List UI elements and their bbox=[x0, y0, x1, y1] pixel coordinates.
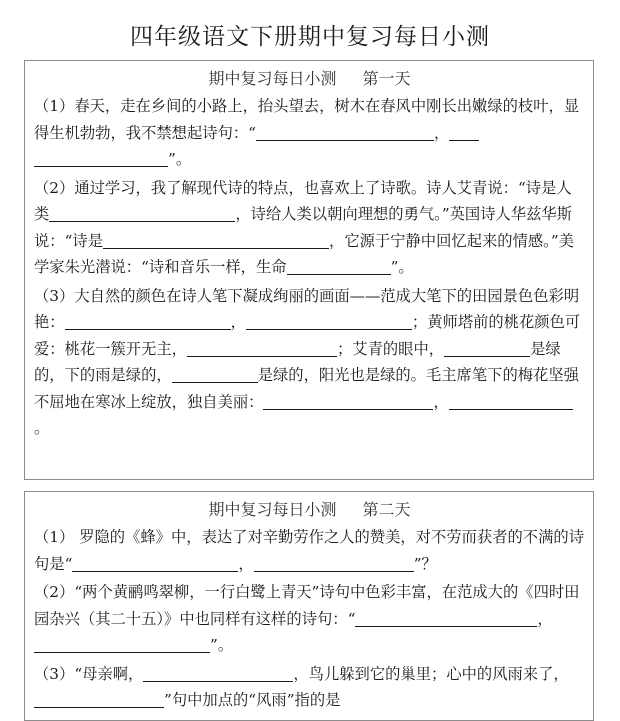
day1-question-2 bbox=[34, 175, 585, 281]
answer-blank[interactable] bbox=[449, 392, 573, 410]
answer-blank[interactable] bbox=[256, 123, 434, 141]
question-text: 是绿的，下的雨是绿的， bbox=[34, 339, 561, 384]
answer-blank[interactable] bbox=[49, 204, 235, 222]
answer-blank[interactable] bbox=[455, 609, 537, 627]
question-text: ；艾青的眼中， bbox=[336, 339, 445, 358]
answer-blank[interactable] bbox=[444, 339, 530, 357]
answer-blank[interactable] bbox=[34, 690, 164, 708]
day2-day-label: 第二天 bbox=[362, 500, 411, 519]
question-text: （2）通过学习，我了解现代诗的特点，也喜欢上了诗歌。诗人艾青说：“诗是人类 bbox=[34, 178, 572, 223]
page-title: 四年级语文下册期中复习每日小测 bbox=[130, 24, 490, 50]
answer-blank[interactable] bbox=[65, 312, 231, 330]
question-text: ；黄师塔前的桃花颜色可爱：桃花一簇开无主， bbox=[34, 313, 581, 358]
answer-blank[interactable] bbox=[34, 635, 210, 653]
question-text: ，它源于宁静中回忆起来的情感。”美学家朱光潜说：“诗和音乐一样，生命 bbox=[34, 231, 574, 276]
question-text: ”。 bbox=[168, 150, 192, 168]
question-text: （2）“两个黄鹂鸣翠柳，一行白鹭上青天”诗句中色彩丰富，在范成大的《四时田园杂兴（其二十五）》中也同样有这样的诗句：“ bbox=[34, 583, 580, 628]
answer-blank[interactable] bbox=[103, 231, 329, 249]
question-text: 是绿的，阳光也是绿的。毛主席笔下的梅花坚强不屈地在寒冰上绽放，独自美丽： bbox=[34, 366, 579, 411]
answer-blank[interactable] bbox=[263, 392, 299, 410]
question-text: 。 bbox=[34, 419, 50, 437]
day1-question-3 bbox=[34, 283, 585, 442]
answer-blank[interactable] bbox=[187, 339, 337, 357]
day2-header bbox=[34, 498, 585, 522]
question-text: （3）“母亲啊， bbox=[34, 664, 144, 683]
answer-blank[interactable] bbox=[333, 257, 391, 275]
answer-blank[interactable] bbox=[299, 392, 433, 410]
answer-blank[interactable] bbox=[34, 149, 168, 167]
question-text: （1） 罗隐的《蜂》中，表达了对辛勤劳作之人的赞美，对不劳而获者的不满的诗句是“ bbox=[34, 528, 584, 573]
day2-question-3 bbox=[34, 661, 585, 714]
answer-blank[interactable] bbox=[172, 365, 258, 383]
day1-title: 期中复习每日小测 bbox=[208, 69, 337, 88]
question-text: ， bbox=[230, 313, 246, 331]
answer-blank[interactable] bbox=[143, 664, 293, 682]
day2-question-2 bbox=[34, 579, 585, 659]
question-text: ”。 bbox=[210, 636, 234, 654]
question-text: ， bbox=[537, 609, 553, 628]
answer-blank[interactable] bbox=[246, 312, 412, 330]
question-text: （1）春天，走在乡间的小路上，抬头望去，树木在春风中刚长出嫩绿的枝叶，显得生机勃勃，我不禁想起诗句：“ bbox=[34, 97, 580, 142]
day2-question-1 bbox=[34, 524, 585, 577]
question-text: ， bbox=[433, 392, 449, 411]
answer-blank[interactable] bbox=[449, 123, 479, 141]
day1-quiz-box bbox=[24, 60, 594, 480]
day1-header bbox=[34, 67, 585, 91]
question-text: （3）大自然的颜色在诗人笔下凝成绚丽的画面——范成大笔下的田园景色色彩明艳： bbox=[34, 286, 580, 331]
day1-question-1 bbox=[34, 93, 585, 173]
question-text: ”。 bbox=[390, 258, 414, 276]
answer-blank[interactable] bbox=[355, 609, 455, 627]
question-text: ， bbox=[238, 554, 254, 573]
day1-day-label: 第一天 bbox=[362, 69, 411, 88]
answer-blank[interactable] bbox=[287, 257, 333, 275]
question-text: ，鸟儿躲到它的巢里；心中的风雨来了， bbox=[293, 664, 569, 683]
question-text: ”句中加点的“风雨”指的是 bbox=[164, 691, 341, 709]
answer-blank[interactable] bbox=[254, 554, 414, 572]
answer-blank[interactable] bbox=[72, 554, 238, 572]
question-text: ，诗给人类以朝向理想的勇气。”英国诗人华兹华斯说：“诗是 bbox=[34, 205, 573, 250]
day2-quiz-box bbox=[24, 491, 594, 721]
question-text: ， bbox=[433, 123, 450, 142]
question-text: ”？ bbox=[413, 554, 437, 573]
day2-title: 期中复习每日小测 bbox=[208, 500, 337, 519]
